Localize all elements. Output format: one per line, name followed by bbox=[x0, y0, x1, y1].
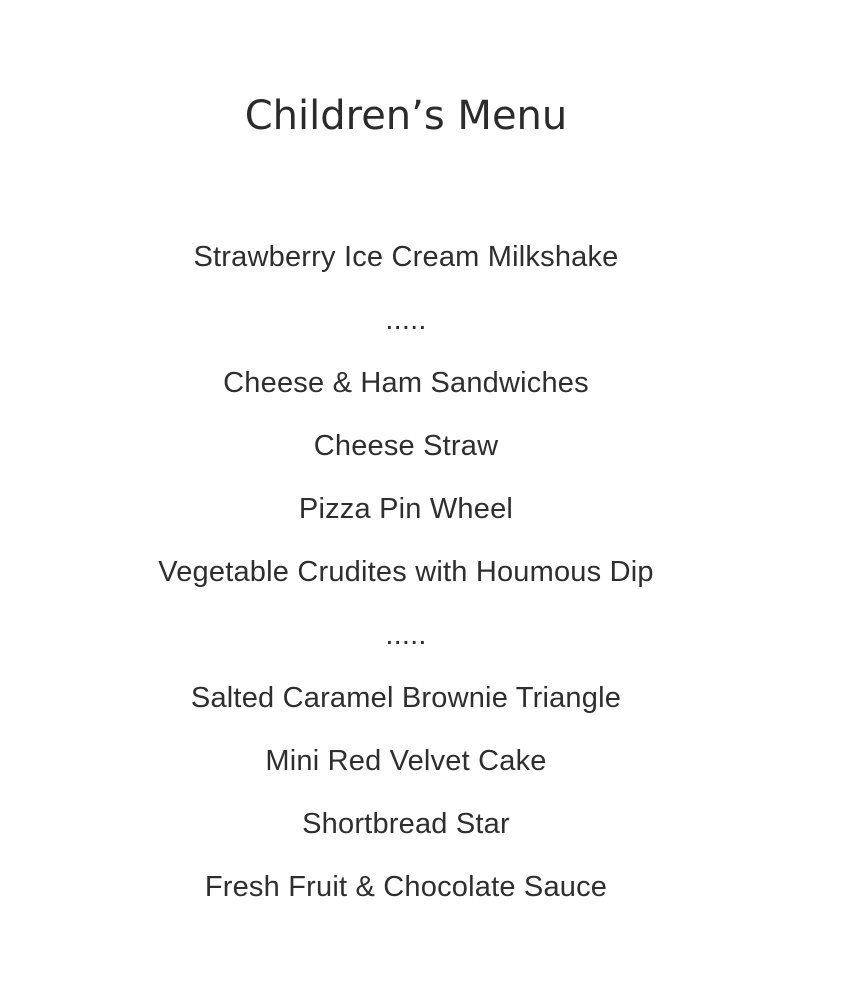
menu-title: Children’s Menu bbox=[244, 93, 568, 139]
menu-item-brownie: Salted Caramel Brownie Triangle bbox=[190, 682, 622, 714]
menu-item-milkshake: Strawberry Ice Cream Milkshake bbox=[193, 241, 619, 273]
menu-item-sandwiches: Cheese & Ham Sandwiches bbox=[223, 367, 589, 399]
section-divider: ..... bbox=[385, 304, 427, 336]
menu-item-fruit-chocolate: Fresh Fruit & Chocolate Sauce bbox=[204, 871, 608, 903]
menu-item-red-velvet-cake: Mini Red Velvet Cake bbox=[265, 745, 547, 777]
menu-item-cheese-straw: Cheese Straw bbox=[313, 430, 499, 462]
menu-list bbox=[0, 232, 812, 925]
menu-item-shortbread-star: Shortbread Star bbox=[302, 808, 510, 840]
menu-item-crudites: Vegetable Crudites with Houmous Dip bbox=[158, 556, 654, 588]
section-divider: ..... bbox=[385, 619, 427, 651]
menu-item-pizza-pin-wheel: Pizza Pin Wheel bbox=[298, 493, 514, 525]
